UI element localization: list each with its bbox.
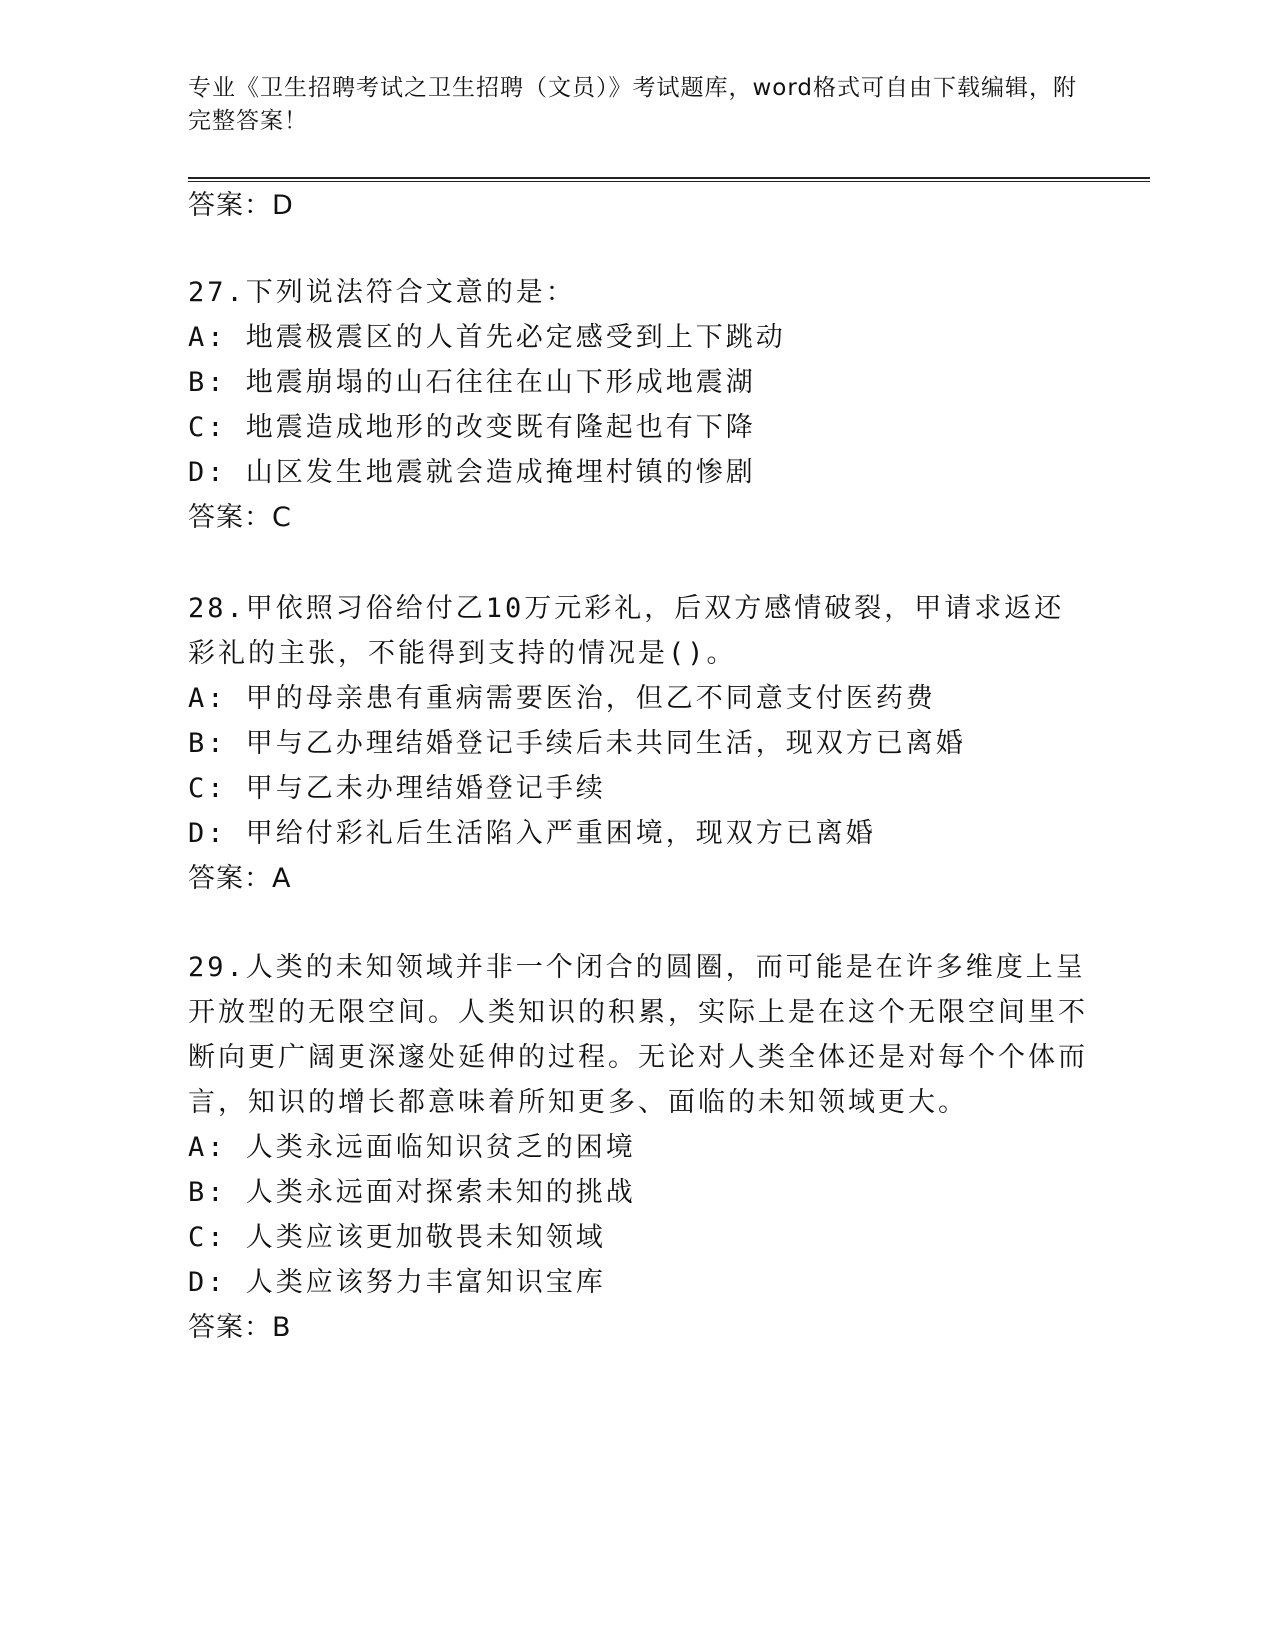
question-28 [188,586,1088,901]
option-a: A: 人类永远面临知识贫乏的困境 [188,1132,636,1163]
question-29 [188,945,1088,1350]
option-c: C: 甲与乙未办理结婚登记手续 [188,773,606,804]
answer: 答案：B [188,1312,292,1343]
question-stem: 28.甲依照习俗给付乙10万元彩礼，后双方感情破裂，甲请求返还彩礼的主张，不能得到支持的情况是()。 [188,593,1065,669]
question-stem: 27.下列说法符合文意的是： [188,277,576,308]
answer: 答案：A [188,863,292,894]
previous-answer: 答案：D [188,190,294,221]
question-27 [188,270,1088,540]
option-a: A: 地震极震区的人首先必定感受到上下跳动 [188,322,786,353]
answer: 答案：C [188,502,292,533]
option-d: D: 甲给付彩礼后生活陷入严重困境，现双方已离婚 [188,818,876,849]
option-d: D: 山区发生地震就会造成掩埋村镇的惨剧 [188,457,756,488]
option-a: A: 甲的母亲患有重病需要医治，但乙不同意支付医药费 [188,683,936,714]
option-d: D: 人类应该努力丰富知识宝库 [188,1267,606,1298]
option-c: C: 地震造成地形的改变既有隆起也有下降 [188,412,756,443]
option-b: B: 地震崩塌的山石往往在山下形成地震湖 [188,367,756,398]
page-header: 专业《卫生招聘考试之卫生招聘（文员）》考试题库，word格式可自由下载编辑，附完整答案！ [188,75,1078,134]
question-stem: 29.人类的未知领域并非一个闭合的圆圈，而可能是在许多维度上呈开放型的无限空间。人类知识的积累，实际上是在这个无限空间里不断向更广阔更深邃处延伸的过程。无论对人类全体还是对每个个体而言，知识的增长都意味着所知更多、面临的未知领域更大。 [188,952,1088,1118]
option-c: C: 人类应该更加敬畏未知领域 [188,1222,606,1253]
option-b: B: 甲与乙办理结婚登记手续后未共同生活，现双方已离婚 [188,728,966,759]
option-b: B: 人类永远面对探索未知的挑战 [188,1177,636,1208]
header-divider [188,177,1150,182]
